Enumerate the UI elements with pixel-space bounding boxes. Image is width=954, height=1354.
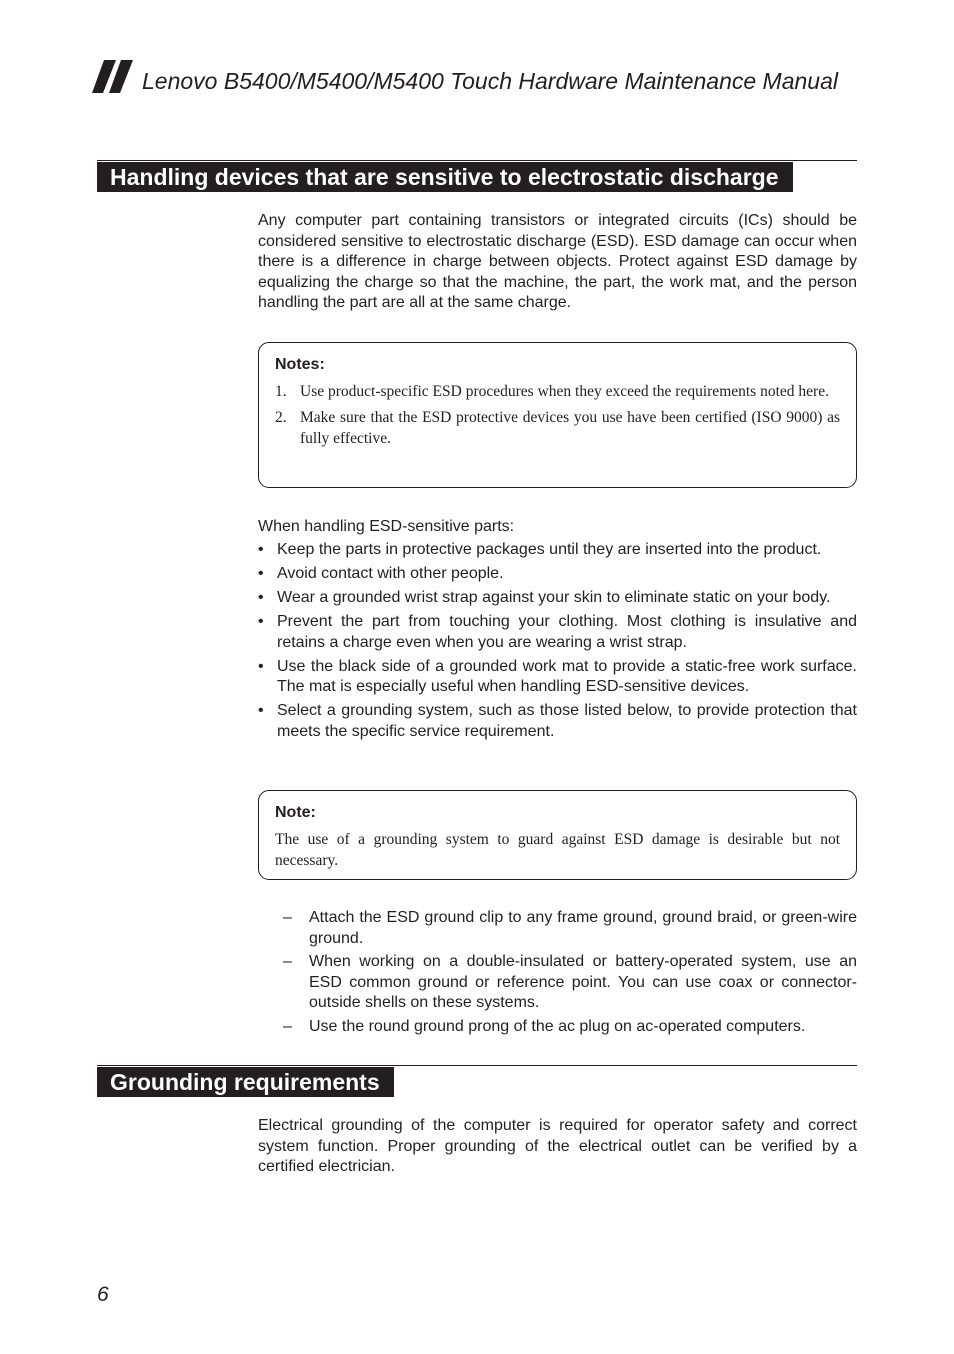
- bullet-text: Use the black side of a grounded work mat to provide a static-free work surface. The mat is especially useful when handling ESD-sensitive devices.: [277, 657, 857, 695]
- handling-intro: When handling ESD-sensitive parts:: [258, 518, 515, 535]
- note-title: Note:: [275, 804, 316, 821]
- list-item: [258, 588, 857, 609]
- bullet-text: Avoid contact with other people.: [277, 565, 504, 582]
- list-item: [258, 612, 857, 653]
- page-number: 6: [97, 1283, 109, 1306]
- bullet-text: Prevent the part from touching your clothing. Most clothing is insulative and retains a charge even when you are wearing a wrist strap.: [277, 613, 857, 651]
- notes-box: [258, 342, 857, 488]
- note-number: 1.: [275, 383, 287, 400]
- list-item: [283, 908, 857, 949]
- manual-title: Lenovo B5400/M5400/M5400 Touch Hardware Maintenance Manual: [142, 68, 838, 94]
- bullet-text: Select a grounding system, such as those listed below, to provide protection that meets the specific service requirement.: [277, 702, 857, 740]
- dash-text: Use the round ground prong of the ac plug on ac-operated computers.: [309, 1017, 806, 1035]
- bullet-text: Keep the parts in protective packages until they are inserted into the product.: [277, 541, 822, 558]
- bullet-mark: •: [258, 541, 264, 558]
- grounding-section-heading: [97, 1065, 857, 1097]
- list-item: [283, 1017, 857, 1038]
- notes-title: Notes:: [275, 356, 325, 373]
- bullet-mark: •: [258, 589, 264, 606]
- note-number: 2.: [275, 409, 287, 426]
- grounding-dash-list: [283, 908, 857, 1040]
- bullet-mark: •: [258, 657, 264, 675]
- heading-rule: [97, 160, 857, 161]
- note-item: [275, 407, 840, 449]
- heading-rule: [97, 1065, 857, 1066]
- double-slash-logo-icon: [92, 60, 136, 94]
- note-text: Use product-specific ESD procedures when they exceed the requirements noted here.: [300, 383, 829, 400]
- note-text: Make sure that the ESD protective devices you use have been certified (ISO 9000) as fully effective.: [300, 409, 840, 447]
- bullet-mark: •: [258, 613, 264, 630]
- note-item: [275, 381, 840, 402]
- bullet-mark: •: [258, 702, 264, 719]
- list-item: [283, 952, 857, 1014]
- list-item: [258, 657, 857, 698]
- note-text: The use of a grounding system to guard against ESD damage is desirable but not necessary.: [275, 831, 840, 869]
- bullet-text: Wear a grounded wrist strap against your skin to eliminate static on your body.: [277, 589, 831, 606]
- dash-text: When working on a double-insulated or battery-operated system, use an ESD common ground or reference point. You can use coax or connector-outside shells on these systems.: [309, 953, 857, 1011]
- grounding-paragraph: Electrical grounding of the computer is required for operator safety and correct system function. Proper grounding of the electrical outlet can be verified by a certified electrician.: [258, 1117, 857, 1175]
- list-item: [258, 540, 857, 561]
- dash-mark: –: [283, 909, 292, 926]
- handling-bullet-list: [258, 540, 857, 746]
- list-item: [258, 564, 857, 585]
- bullet-mark: •: [258, 565, 264, 582]
- note-box: [258, 790, 857, 880]
- grounding-heading-text: Grounding requirements: [97, 1067, 394, 1097]
- dash-mark: –: [283, 1017, 292, 1035]
- esd-heading-text: Handling devices that are sensitive to electrostatic discharge: [97, 162, 793, 192]
- dash-mark: –: [283, 953, 292, 970]
- page-header: [92, 60, 872, 100]
- esd-intro-paragraph: Any computer part containing transistors or integrated circuits (ICs) should be considered sensitive to electrostatic discharge (ESD). ESD damage can occur when there is a difference in charge between objects. Protect against ESD damage by equalizing the charge so that the machine, the part, the work mat, and the person handling the part are all at the same charge.: [258, 212, 857, 311]
- esd-section-heading: [97, 160, 857, 192]
- list-item: [258, 701, 857, 742]
- dash-text: Attach the ESD ground clip to any frame ground, ground braid, or green-wire ground.: [309, 909, 857, 947]
